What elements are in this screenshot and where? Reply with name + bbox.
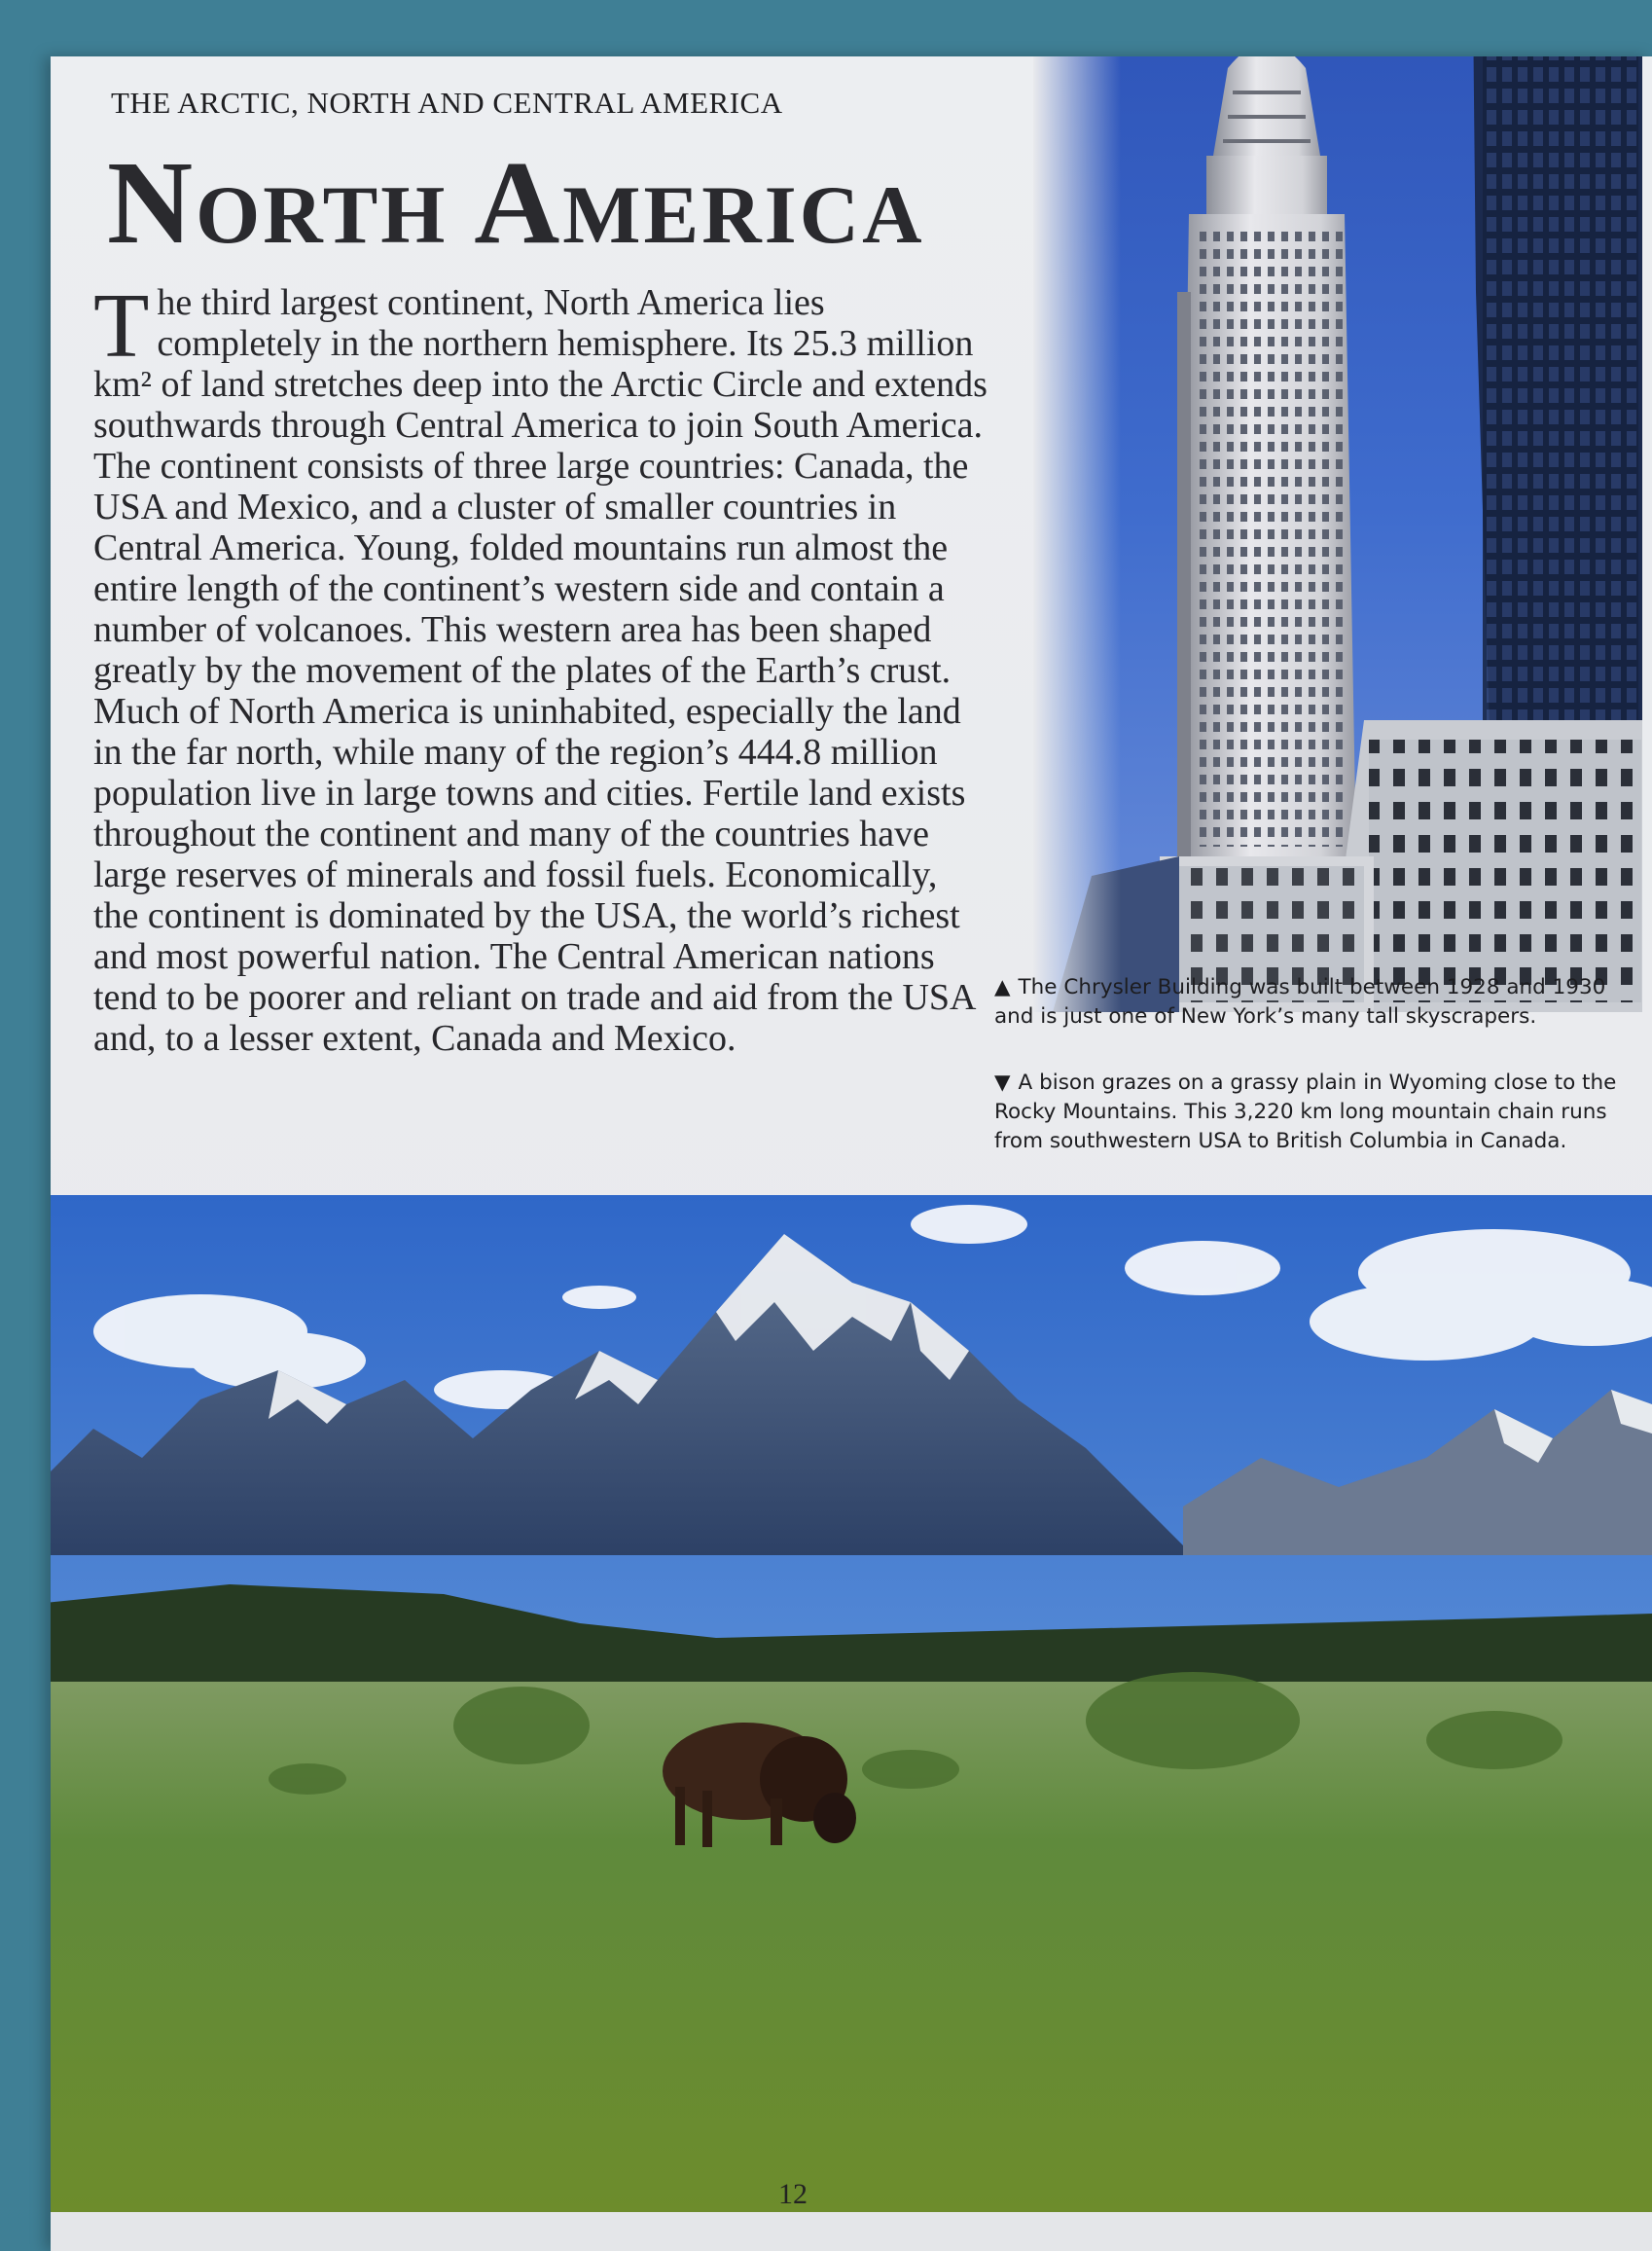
- article-text: he third largest continent, North America lies completely in the northern hemisphere. Its 25.3 million km² of land stretches deep into the Arctic Circle and extends southwards through Central America to join South America. The continent consists of three large countries: Canada, the USA and Mexico, and a cluster of smaller countries in Central America. Young, folded mountains run almost the entire length of the continent’s western side and contain a number of volcanoes. This western area has been shaped greatly by the movement of the plates of the Earth’s crust. Much of North America is uninhabited, especially the land in the far north, while many of the region’s 444.8 million population live in large towns and cities. Fertile land exists throughout the continent and many of the countries have large reserves of minerals and fossil fuels. Economically, the continent is dominated by the USA, the world’s richest and most powerful nation. The Central American nations tend to be poorer and reliant on trade and aid from the USA and, to a lesser extent, Canada and Mexico.: [93, 282, 988, 1059]
- bison-caption: [994, 1069, 1617, 1156]
- up-triangle-icon: ▲: [994, 975, 1011, 999]
- page-title: North America: [107, 137, 925, 269]
- drop-cap: T: [93, 275, 150, 377]
- chrysler-caption-text: The Chrysler Building was built between 1928 and 1930 and is just one of New York’s many tall skyscrapers.: [994, 975, 1606, 1029]
- article-body: [93, 275, 988, 1059]
- bison-caption-text: A bison grazes on a grassy plain in Wyoming close to the Rocky Mountains. This 3,220 km long mountain chain runs from southwestern USA to British Columbia in Canada.: [994, 1071, 1617, 1153]
- chrysler-caption: [994, 973, 1617, 1032]
- section-label: THE ARCTIC, NORTH AND CENTRAL AMERICA: [111, 86, 783, 120]
- book-page: [51, 56, 1652, 2251]
- page-number: 12: [778, 2178, 808, 2210]
- down-triangle-icon: ▼: [994, 1071, 1011, 1095]
- chrysler-building-photo: [1033, 56, 1642, 1012]
- bison-mountain-photo: [51, 1195, 1652, 2212]
